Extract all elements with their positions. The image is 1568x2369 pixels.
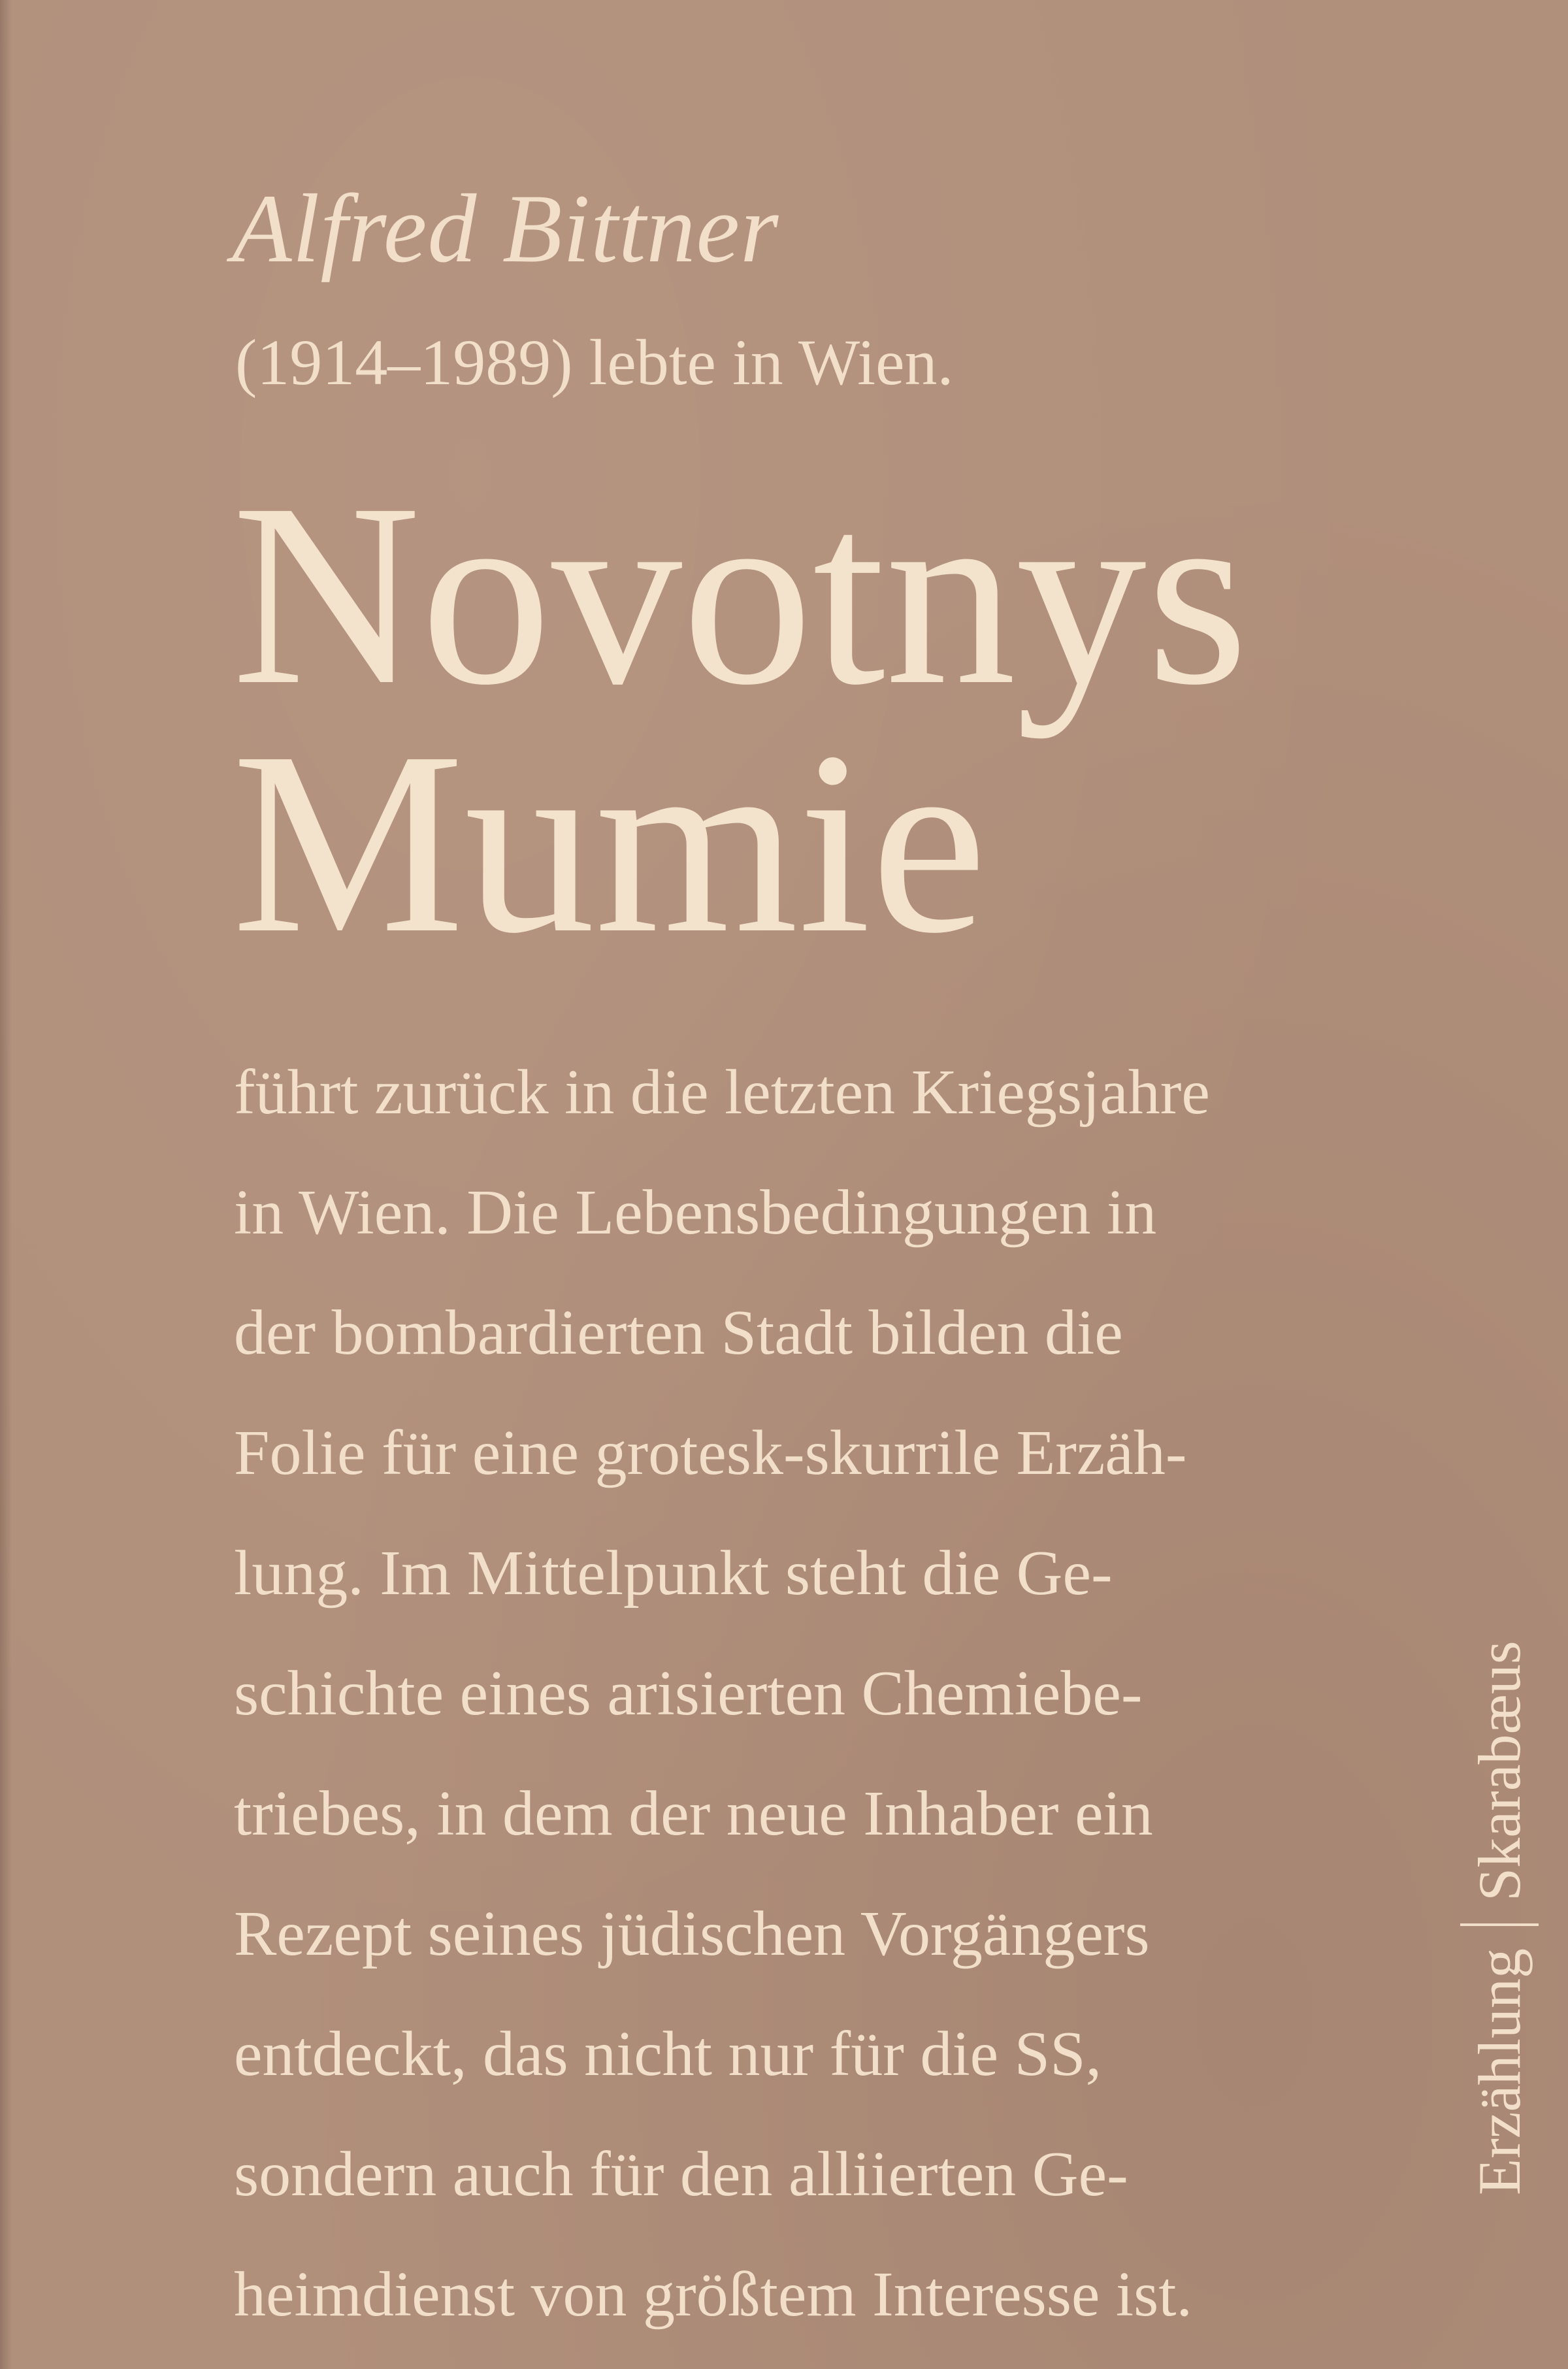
genre-label: Erzählung — [1466, 1948, 1533, 2195]
vertical-imprint-text — [1454, 1522, 1545, 2195]
vertical-imprint — [1454, 1522, 1545, 2195]
blurb-line: in Wien. Die Lebensbedingungen in — [234, 1177, 1157, 1248]
blurb-line: triebes, in dem der neue Inhaber ein — [234, 1778, 1153, 1849]
author-lifespan: (1914–1989) lebte in Wien. — [235, 326, 954, 399]
imprint-divider — [1460, 1923, 1539, 1926]
spine-edge-shadow — [0, 0, 12, 2369]
blurb-line: entdeckt, das nicht nur für die SS, — [234, 2019, 1102, 2089]
blurb-line: führt zurück in die letzten Kriegsjahre — [234, 1057, 1210, 1128]
blurb-line: der bombardierten Stadt bilden die — [234, 1298, 1123, 1368]
title-line-2: Mumie — [232, 698, 987, 987]
publisher-label: Skarabæus — [1466, 1641, 1533, 1901]
blurb-line: Rezept seines jüdischen Vorgängers — [234, 1899, 1150, 1969]
blurb-line: lung. Im Mittelpunkt steht die Ge- — [234, 1538, 1113, 1609]
blurb-text — [234, 1032, 1410, 2355]
book-title — [232, 449, 1249, 987]
blurb-line: Folie für eine grotesk-skurrile Erzäh- — [234, 1418, 1187, 1488]
blurb-line: heimdienst von größtem Interesse ist. — [234, 2259, 1192, 2330]
author-name: Alfred Bittner — [232, 174, 779, 283]
title-line-1: Novotnys — [232, 449, 1249, 739]
blurb-line: schichte eines arisierten Chemiebe- — [234, 1658, 1143, 1729]
blurb-line: sondern auch für den alliierten Ge- — [234, 2139, 1128, 2210]
